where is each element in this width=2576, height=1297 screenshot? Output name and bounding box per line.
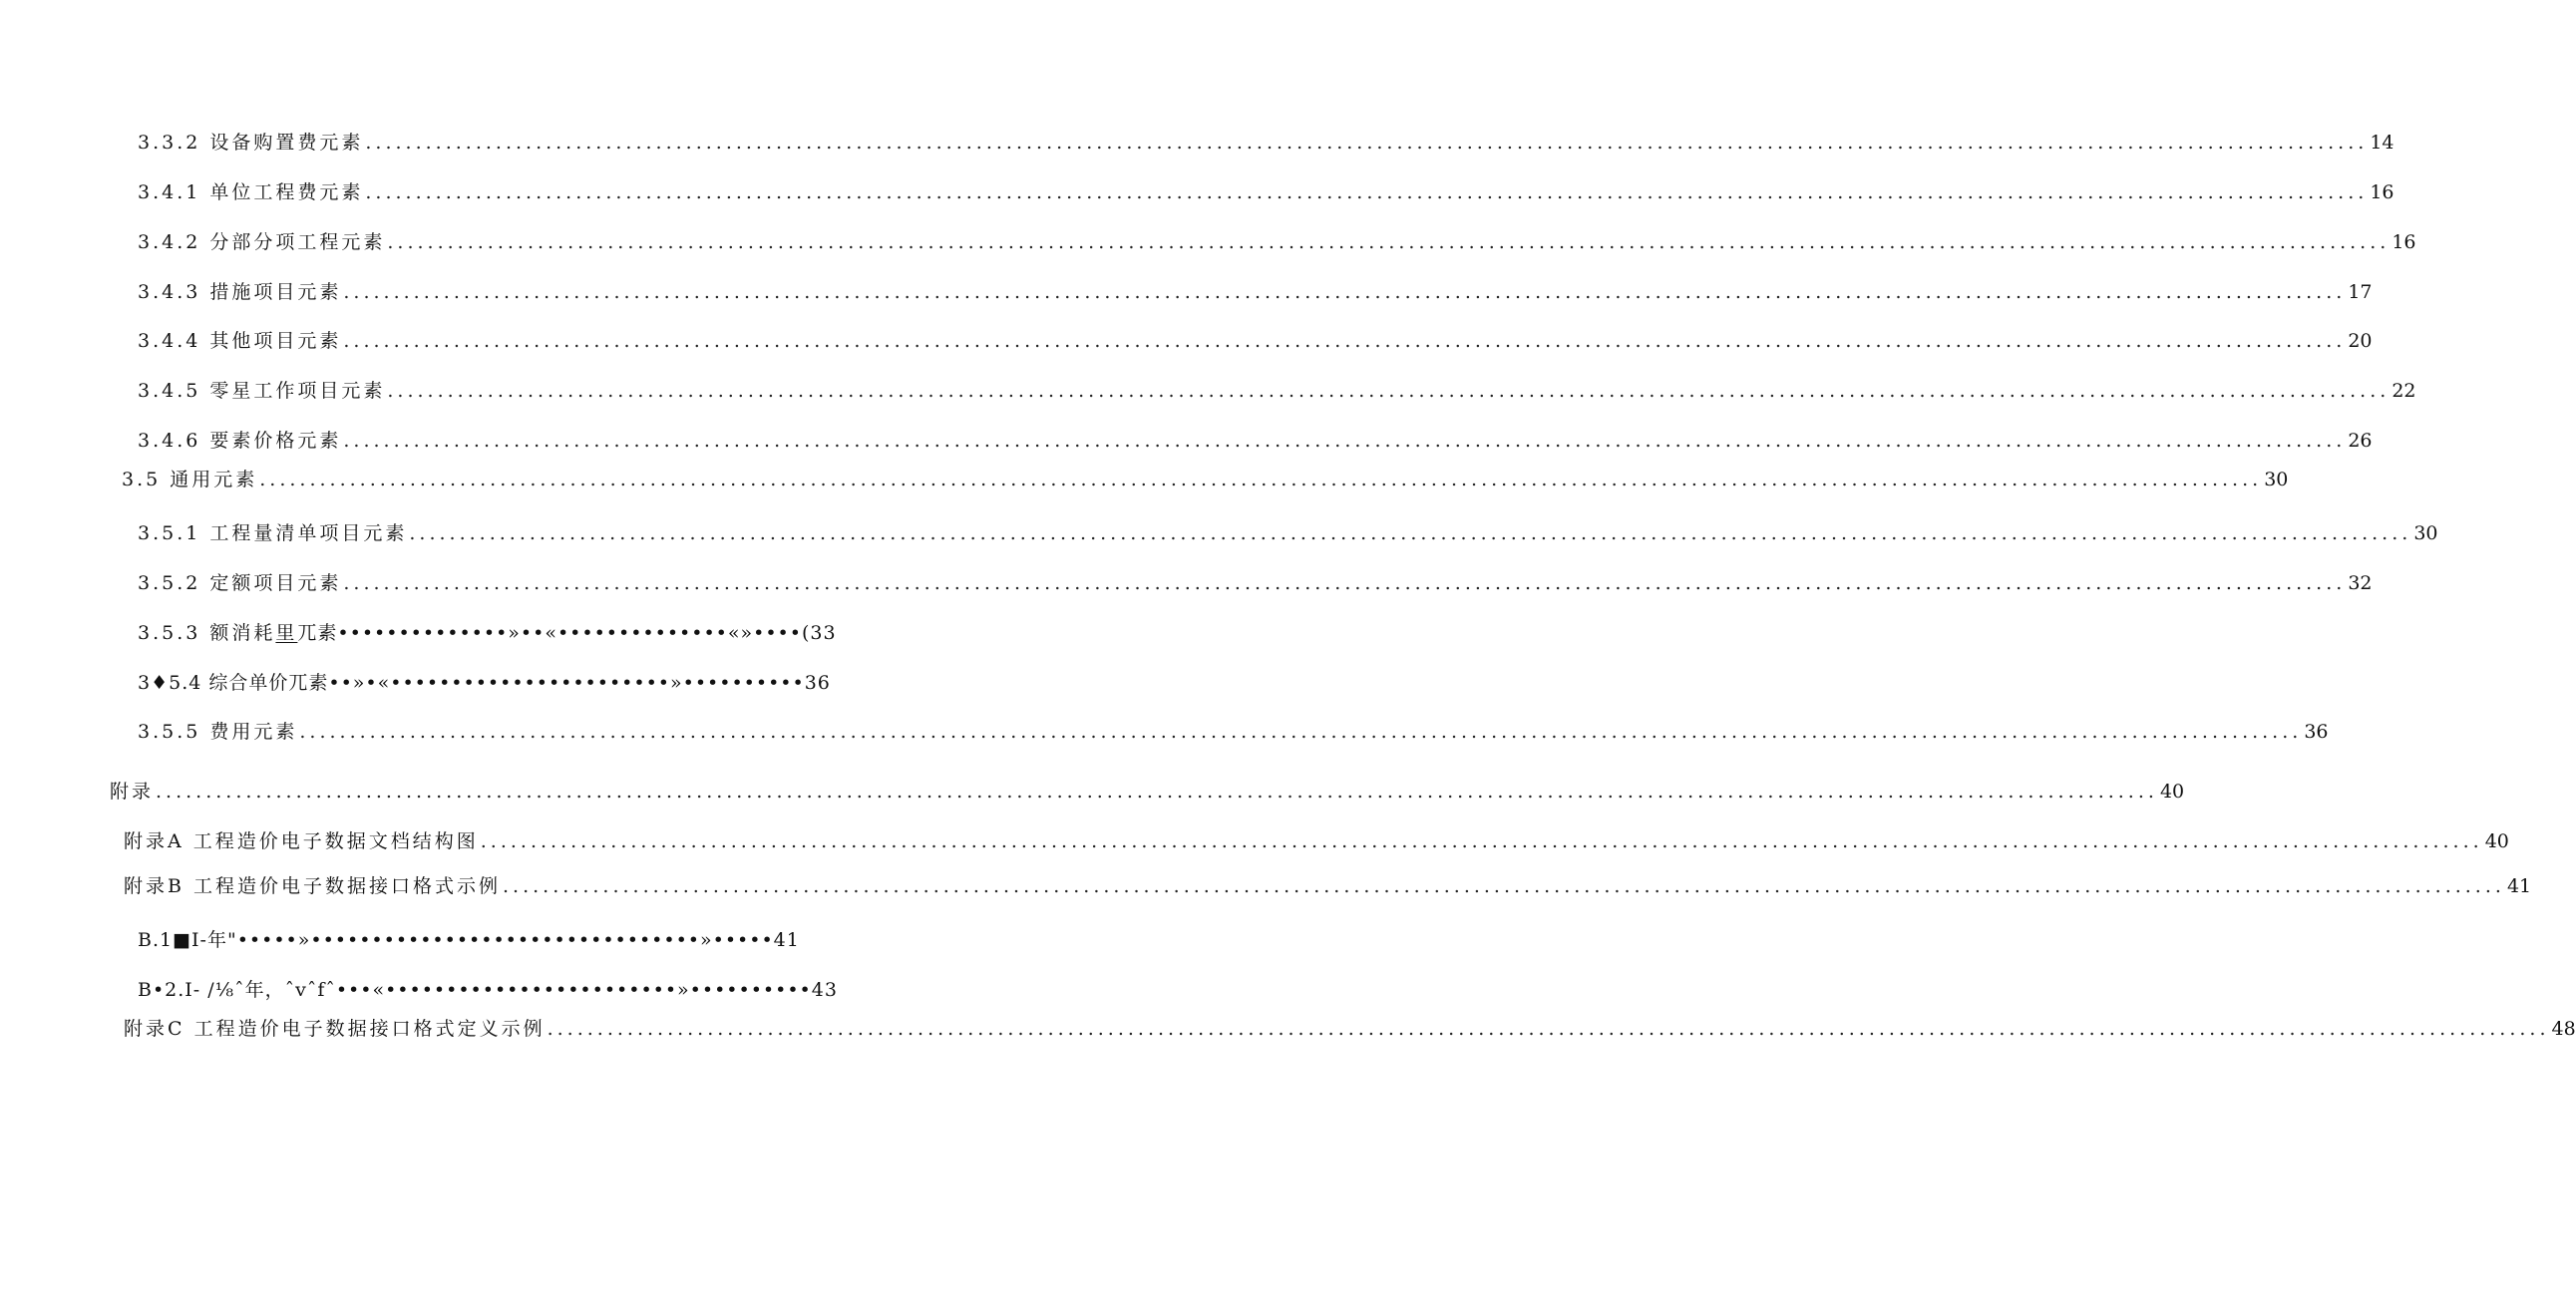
toc-entry-3-4-4[interactable] [138,328,2373,354]
toc-entry-line: B.1■I-年"•••••»••••••••••••••••••••••••••••••••»•••••41 [138,929,800,951]
toc-entry-title-rest: 兀素••••••••••••••»••«••••••••••••••«»••••(33 [297,622,837,644]
toc-entry-title: 3.4.5 零星工作项目元素 [138,380,386,402]
toc-entry-title-underlined: 里 [275,622,298,644]
toc-entry-page: 48 [2551,1018,2576,1040]
toc-entry-title: 3.4.1 单位工程费元素 [138,181,364,203]
toc-entry-title: 3.4.3 措施项目元素 [138,281,342,303]
toc-entry-b2-garbled[interactable] [138,977,838,1003]
toc-leader-dots: ........................................................................................................................................................................................................ [365,181,2369,203]
toc-entry-appendix-b[interactable] [124,873,2532,899]
toc-entry-title-part: 3.5.3 额消耗 [138,622,276,644]
toc-entry-page: 30 [2413,522,2438,544]
toc-entry-title: 3.5.2 定额项目元素 [138,572,342,594]
toc-leader-dots: ........................................................................................................................................................................................................ [343,572,2347,594]
toc-entry-title: 3.4.2 分部分项工程元素 [138,231,386,253]
toc-leader-dots: ........................................................................................................................................................................................................ [343,281,2347,303]
toc-entry-appendix-a[interactable] [124,828,2509,854]
toc-entry-page: 40 [2159,781,2185,803]
toc-entry-b1-garbled[interactable] [138,927,800,953]
toc-entry-appendix[interactable] [110,779,2185,805]
toc-entry-page: 41 [2506,875,2532,897]
toc-entry-page: 40 [2484,830,2509,852]
toc-entry-3-4-2[interactable] [138,229,2416,255]
toc-entry-title: 附录A 工程造价电子数据文档结构图 [124,830,479,852]
toc-entry-title: 附录B 工程造价电子数据接口格式示例 [124,875,502,897]
toc-entry-page: 17 [2348,281,2373,303]
toc-entry-title: 3.5.1 工程量清单项目元素 [138,522,408,544]
toc-entry-page: 16 [2392,231,2416,253]
toc-entry-page: 36 [2304,721,2329,743]
toc-leader-dots: ........................................................................................................................................................................................................ [387,231,2391,253]
toc-entry-3-5-1[interactable] [138,520,2438,546]
toc-entry-page: 22 [2392,380,2416,402]
toc-leader-dots: ........................................................................................................................................................................................................ [365,132,2369,154]
toc-leader-dots: ........................................................................................................................................................................................................ [387,380,2391,402]
toc-leader-dots: ........................................................................................................................................................................................................ [343,330,2347,352]
toc-leader-dots: ........................................................................................................................................................................................................ [299,721,2303,743]
toc-entry-title: 3.4.6 要素价格元素 [138,430,342,452]
toc-entry-3-5-3-garbled[interactable] [138,620,837,646]
toc-entry-page: 14 [2370,132,2394,154]
toc-entry-page: 32 [2348,572,2373,594]
toc-entry-3-5-4-garbled[interactable] [138,670,831,696]
toc-entry-page: 16 [2370,181,2394,203]
toc-entry-3-5[interactable] [122,467,2289,492]
toc-entry-title: 3.4.4 其他项目元素 [138,330,342,352]
toc-entry-title: 附录C 工程造价电子数据接口格式定义示例 [124,1018,546,1040]
toc-leader-dots: ........................................................................................................................................................................................................ [259,469,2263,490]
toc-entry-title: 3.5 通用元素 [122,469,258,490]
toc-entry-3-4-5[interactable] [138,378,2416,404]
toc-leader-dots: ........................................................................................................................................................................................................ [156,781,2158,803]
toc-entry-3-4-1[interactable] [138,179,2394,205]
toc-entry-title: 3.5.5 费用元素 [138,721,298,743]
toc-entry-appendix-c[interactable] [124,1016,2576,1042]
toc-leader-dots: ........................................................................................................................................................................................................ [503,875,2505,897]
toc-entry-page: 30 [2264,469,2289,490]
toc-entry-3-5-5[interactable] [138,719,2329,745]
toc-entry-page: 26 [2348,430,2373,452]
toc-entry-3-4-3[interactable] [138,279,2373,305]
toc-entry-3-5-2[interactable] [138,570,2373,596]
toc-leader-dots: ........................................................................................................................................................................................................ [480,830,2483,852]
toc-entry-page: 20 [2348,330,2373,352]
toc-entry-title: 附录 [110,781,155,803]
toc-entry-title: 3.3.2 设备购置费元素 [138,132,364,154]
toc-entry-line: 3♦5.4 综合单价兀素••»•«•••••••••••••••••••••••»••••••••••36 [138,672,831,694]
toc-entry-3-4-6[interactable] [138,428,2373,454]
toc-leader-dots: ........................................................................................................................................................................................................ [547,1018,2550,1040]
toc-entry-line: B•2.I- /⅛ˆ年，ˆvˆfˆ•••«••••••••••••••••••••••••»••••••••••43 [138,979,838,1001]
toc-entry-3-3-2[interactable] [138,130,2394,156]
toc-leader-dots: ........................................................................................................................................................................................................ [409,522,2412,544]
toc-leader-dots: ........................................................................................................................................................................................................ [343,430,2347,452]
